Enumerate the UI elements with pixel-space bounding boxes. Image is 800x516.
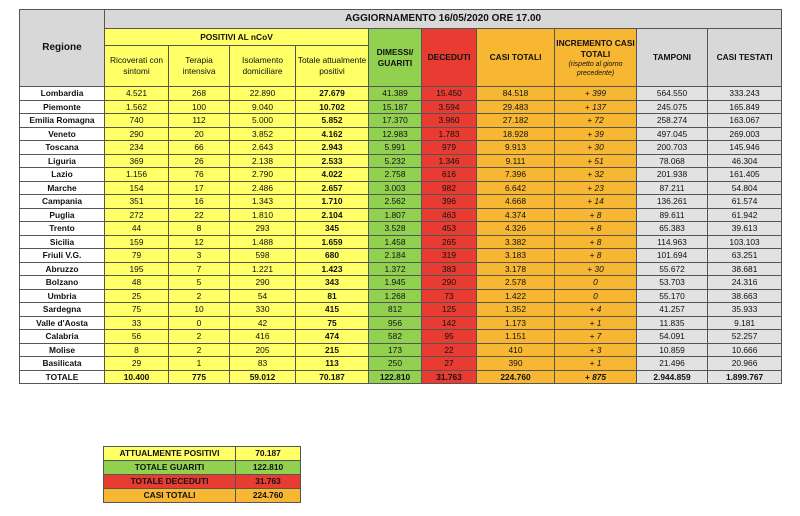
ricoverati-cell: 1.562	[105, 100, 169, 114]
region-name: Umbria	[20, 289, 105, 303]
table-row	[20, 141, 782, 155]
tamponi-header: TAMPONI	[637, 29, 708, 87]
terapia-cell: 2	[169, 330, 230, 344]
deceduti-cell: 383	[422, 262, 477, 276]
region-name: Marche	[20, 181, 105, 195]
total-dimessi-cell: 122.810	[369, 370, 422, 384]
casi-totali-cell: 29.483	[477, 100, 555, 114]
incremento-cell: + 30	[555, 141, 637, 155]
tamponi-cell: 10.859	[637, 343, 708, 357]
total-ricoverati-cell: 10.400	[105, 370, 169, 384]
totale-positivi-cell: 2.657	[296, 181, 369, 195]
dimessi-cell: 1.807	[369, 208, 422, 222]
table-row	[20, 289, 782, 303]
deceduti-cell: 265	[422, 235, 477, 249]
incremento-header	[555, 29, 637, 87]
region-name: Toscana	[20, 141, 105, 155]
casi-totali-cell: 27.182	[477, 114, 555, 128]
ricoverati-cell: 25	[105, 289, 169, 303]
totale-positivi-cell: 215	[296, 343, 369, 357]
total-incremento-cell: + 875	[555, 370, 637, 384]
dimessi-cell: 582	[369, 330, 422, 344]
table-row	[20, 114, 782, 128]
incremento-cell: + 4	[555, 303, 637, 317]
casi-testati-cell: 269.003	[708, 127, 782, 141]
region-name: Sicilia	[20, 235, 105, 249]
casi-testati-cell: 145.946	[708, 141, 782, 155]
incremento-cell: + 39	[555, 127, 637, 141]
region-name: Abruzzo	[20, 262, 105, 276]
table-row	[20, 316, 782, 330]
casi-testati-cell: 333.243	[708, 87, 782, 101]
terapia-cell: 5	[169, 276, 230, 290]
incremento-cell: + 8	[555, 208, 637, 222]
terapia-cell: 17	[169, 181, 230, 195]
ricoverati-cell: 44	[105, 222, 169, 236]
casi-totali-cell: 1.422	[477, 289, 555, 303]
isolamento-cell: 42	[230, 316, 296, 330]
tamponi-cell: 54.091	[637, 330, 708, 344]
terapia-cell: 2	[169, 343, 230, 357]
ricoverati-cell: 75	[105, 303, 169, 317]
incremento-cell: + 8	[555, 249, 637, 263]
tamponi-cell: 245.075	[637, 100, 708, 114]
ricoverati-cell: 33	[105, 316, 169, 330]
isolamento-cell: 330	[230, 303, 296, 317]
ricoverati-header: Ricoverati con sintomi	[105, 46, 169, 87]
totale-positivi-cell: 2.943	[296, 141, 369, 155]
casi-totali-cell: 1.352	[477, 303, 555, 317]
dimessi-cell: 41.389	[369, 87, 422, 101]
dimessi-cell: 5.232	[369, 154, 422, 168]
terapia-cell: 1	[169, 357, 230, 371]
isolamento-cell: 2.643	[230, 141, 296, 155]
tamponi-cell: 497.045	[637, 127, 708, 141]
deceduti-cell: 15.450	[422, 87, 477, 101]
terapia-cell: 0	[169, 316, 230, 330]
deceduti-cell: 982	[422, 181, 477, 195]
positivi-group-header: POSITIVI AL nCoV	[105, 29, 369, 46]
tamponi-cell: 201.938	[637, 168, 708, 182]
region-name: Valle d'Aosta	[20, 316, 105, 330]
casi-totali-cell: 410	[477, 343, 555, 357]
casi-totali-cell: 9.913	[477, 141, 555, 155]
dimessi-cell: 812	[369, 303, 422, 317]
incremento-cell: + 8	[555, 235, 637, 249]
region-name: Calabria	[20, 330, 105, 344]
totale-positivi-cell: 1.423	[296, 262, 369, 276]
ricoverati-cell: 8	[105, 343, 169, 357]
dimessi-cell: 1.458	[369, 235, 422, 249]
covid-regional-table	[19, 9, 782, 384]
tamponi-cell: 200.703	[637, 141, 708, 155]
casi-testati-cell: 163.067	[708, 114, 782, 128]
totale-positivi-cell: 343	[296, 276, 369, 290]
tamponi-cell: 55.170	[637, 289, 708, 303]
total-isolamento-cell: 59.012	[230, 370, 296, 384]
dimessi-cell: 2.562	[369, 195, 422, 209]
summary-row	[104, 461, 301, 475]
region-name: Molise	[20, 343, 105, 357]
deceduti-cell: 453	[422, 222, 477, 236]
deceduti-cell: 27	[422, 357, 477, 371]
dimessi-cell: 956	[369, 316, 422, 330]
terapia-cell: 112	[169, 114, 230, 128]
isolamento-cell: 9.040	[230, 100, 296, 114]
totale-positivi-cell: 2.104	[296, 208, 369, 222]
ricoverati-cell: 351	[105, 195, 169, 209]
deceduti-cell: 3.960	[422, 114, 477, 128]
region-name: Veneto	[20, 127, 105, 141]
table-row	[20, 195, 782, 209]
casi-totali-cell: 390	[477, 357, 555, 371]
terapia-cell: 268	[169, 87, 230, 101]
table-row	[20, 303, 782, 317]
table-row	[20, 235, 782, 249]
casi-totali-cell: 3.382	[477, 235, 555, 249]
isolamento-cell: 83	[230, 357, 296, 371]
dimessi-cell: 3.003	[369, 181, 422, 195]
isolamento-cell: 1.488	[230, 235, 296, 249]
summary-value: 31.763	[236, 475, 301, 489]
ricoverati-cell: 369	[105, 154, 169, 168]
tamponi-cell: 55.672	[637, 262, 708, 276]
casi-testati-cell: 46.304	[708, 154, 782, 168]
terapia-cell: 100	[169, 100, 230, 114]
deceduti-cell: 319	[422, 249, 477, 263]
region-name: Liguria	[20, 154, 105, 168]
deceduti-cell: 396	[422, 195, 477, 209]
totale-positivi-cell: 5.852	[296, 114, 369, 128]
ricoverati-cell: 290	[105, 127, 169, 141]
total-terapia-cell: 775	[169, 370, 230, 384]
dimessi-cell: 250	[369, 357, 422, 371]
casi-testati-cell: 63.251	[708, 249, 782, 263]
tamponi-cell: 87.211	[637, 181, 708, 195]
isolamento-cell: 3.852	[230, 127, 296, 141]
deceduti-cell: 125	[422, 303, 477, 317]
ricoverati-cell: 56	[105, 330, 169, 344]
casi-totali-cell: 84.518	[477, 87, 555, 101]
ricoverati-cell: 195	[105, 262, 169, 276]
terapia-header: Terapia intensiva	[169, 46, 230, 87]
deceduti-cell: 142	[422, 316, 477, 330]
terapia-cell: 8	[169, 222, 230, 236]
ricoverati-cell: 29	[105, 357, 169, 371]
isolamento-header: Isolamento domiciliare	[230, 46, 296, 87]
total-casi-totali-cell: 224.760	[477, 370, 555, 384]
casi-testati-cell: 39.613	[708, 222, 782, 236]
totale-positivi-cell: 81	[296, 289, 369, 303]
table-row	[20, 222, 782, 236]
region-name: Basilicata	[20, 357, 105, 371]
incremento-cell: + 137	[555, 100, 637, 114]
summary-value: 122.810	[236, 461, 301, 475]
ricoverati-cell: 79	[105, 249, 169, 263]
summary-label: ATTUALMENTE POSITIVI	[104, 447, 236, 461]
region-name: Lazio	[20, 168, 105, 182]
casi-testati-cell: 35.933	[708, 303, 782, 317]
casi-totali-cell: 4.374	[477, 208, 555, 222]
incremento-cell: 0	[555, 276, 637, 290]
totale-positivi-cell: 415	[296, 303, 369, 317]
isolamento-cell: 293	[230, 222, 296, 236]
deceduti-cell: 22	[422, 343, 477, 357]
total-deceduti-cell: 31.763	[422, 370, 477, 384]
incremento-cell: + 14	[555, 195, 637, 209]
casi-testati-cell: 54.804	[708, 181, 782, 195]
table-row	[20, 343, 782, 357]
ricoverati-cell: 48	[105, 276, 169, 290]
table-row	[20, 127, 782, 141]
table-row	[20, 262, 782, 276]
deceduti-cell: 1.346	[422, 154, 477, 168]
deceduti-cell: 1.783	[422, 127, 477, 141]
terapia-cell: 7	[169, 262, 230, 276]
region-name: Bolzano	[20, 276, 105, 290]
casi-testati-cell: 61.574	[708, 195, 782, 209]
incremento-note: (rispetto al giorno precedente)	[568, 60, 623, 77]
tamponi-cell: 11.835	[637, 316, 708, 330]
dimessi-header: DIMESSI/ GUARITI	[369, 29, 422, 87]
ricoverati-cell: 740	[105, 114, 169, 128]
casi-totali-cell: 3.178	[477, 262, 555, 276]
isolamento-cell: 22.890	[230, 87, 296, 101]
casi-totali-cell: 7.396	[477, 168, 555, 182]
casi-testati-cell: 165.849	[708, 100, 782, 114]
isolamento-cell: 1.343	[230, 195, 296, 209]
tamponi-cell: 53.703	[637, 276, 708, 290]
tamponi-cell: 65.383	[637, 222, 708, 236]
region-name: Lombardia	[20, 87, 105, 101]
total-region-name: TOTALE	[20, 370, 105, 384]
region-name: Sardegna	[20, 303, 105, 317]
totale-positivi-cell: 1.710	[296, 195, 369, 209]
casi-testati-cell: 24.316	[708, 276, 782, 290]
totale-positivi-cell: 113	[296, 357, 369, 371]
tamponi-cell: 41.257	[637, 303, 708, 317]
isolamento-cell: 598	[230, 249, 296, 263]
deceduti-cell: 290	[422, 276, 477, 290]
tamponi-cell: 114.963	[637, 235, 708, 249]
tamponi-cell: 258.274	[637, 114, 708, 128]
terapia-cell: 20	[169, 127, 230, 141]
terapia-cell: 10	[169, 303, 230, 317]
dimessi-cell: 2.184	[369, 249, 422, 263]
totale-positivi-cell: 4.022	[296, 168, 369, 182]
region-name: Campania	[20, 195, 105, 209]
table-row	[20, 276, 782, 290]
terapia-cell: 26	[169, 154, 230, 168]
terapia-cell: 16	[169, 195, 230, 209]
isolamento-cell: 290	[230, 276, 296, 290]
terapia-cell: 2	[169, 289, 230, 303]
casi-testati-cell: 103.103	[708, 235, 782, 249]
dimessi-cell: 5.991	[369, 141, 422, 155]
deceduti-cell: 73	[422, 289, 477, 303]
terapia-cell: 66	[169, 141, 230, 155]
table-row	[20, 357, 782, 371]
dimessi-cell: 3.528	[369, 222, 422, 236]
dimessi-cell: 1.945	[369, 276, 422, 290]
deceduti-cell: 463	[422, 208, 477, 222]
totals-row	[20, 370, 782, 384]
ricoverati-cell: 1.156	[105, 168, 169, 182]
casi-totali-cell: 1.173	[477, 316, 555, 330]
isolamento-cell: 1.221	[230, 262, 296, 276]
summary-label: TOTALE DECEDUTI	[104, 475, 236, 489]
totale-positivi-cell: 680	[296, 249, 369, 263]
table-row	[20, 100, 782, 114]
casi-totali-header: CASI TOTALI	[477, 29, 555, 87]
deceduti-cell: 616	[422, 168, 477, 182]
tamponi-cell: 564.550	[637, 87, 708, 101]
tamponi-cell: 101.694	[637, 249, 708, 263]
tamponi-cell: 78.068	[637, 154, 708, 168]
isolamento-cell: 1.810	[230, 208, 296, 222]
casi-totali-cell: 3.183	[477, 249, 555, 263]
deceduti-cell: 979	[422, 141, 477, 155]
casi-totali-cell: 18.928	[477, 127, 555, 141]
summary-value: 224.760	[236, 489, 301, 503]
casi-totali-cell: 2.578	[477, 276, 555, 290]
totale-positivi-cell: 2.533	[296, 154, 369, 168]
casi-testati-cell: 161.405	[708, 168, 782, 182]
dimessi-cell: 15.187	[369, 100, 422, 114]
casi-testati-cell: 38.681	[708, 262, 782, 276]
region-name: Friuli V.G.	[20, 249, 105, 263]
totale-positivi-cell: 474	[296, 330, 369, 344]
incremento-cell: + 32	[555, 168, 637, 182]
ricoverati-cell: 272	[105, 208, 169, 222]
dimessi-cell: 1.268	[369, 289, 422, 303]
ricoverati-cell: 4.521	[105, 87, 169, 101]
totale-positivi-cell: 27.679	[296, 87, 369, 101]
tamponi-cell: 136.261	[637, 195, 708, 209]
deceduti-cell: 3.594	[422, 100, 477, 114]
incremento-cell: + 7	[555, 330, 637, 344]
table-row	[20, 168, 782, 182]
casi-testati-cell: 9.181	[708, 316, 782, 330]
incremento-cell: + 1	[555, 357, 637, 371]
dimessi-cell: 173	[369, 343, 422, 357]
total-casi-testati-cell: 1.899.767	[708, 370, 782, 384]
tamponi-cell: 89.611	[637, 208, 708, 222]
summary-label: CASI TOTALI	[104, 489, 236, 503]
summary-row	[104, 489, 301, 503]
isolamento-cell: 2.790	[230, 168, 296, 182]
table-row	[20, 249, 782, 263]
casi-totali-cell: 6.642	[477, 181, 555, 195]
casi-testati-cell: 20.966	[708, 357, 782, 371]
casi-testati-cell: 61.942	[708, 208, 782, 222]
summary-row	[104, 475, 301, 489]
totale-positivi-cell: 75	[296, 316, 369, 330]
casi-totali-cell: 1.151	[477, 330, 555, 344]
terapia-cell: 76	[169, 168, 230, 182]
region-name: Piemonte	[20, 100, 105, 114]
deceduti-header: DECEDUTI	[422, 29, 477, 87]
incremento-cell: + 3	[555, 343, 637, 357]
ricoverati-cell: 154	[105, 181, 169, 195]
incremento-cell: + 8	[555, 222, 637, 236]
table-row	[20, 330, 782, 344]
isolamento-cell: 205	[230, 343, 296, 357]
region-name: Trento	[20, 222, 105, 236]
totale-positivi-cell: 10.702	[296, 100, 369, 114]
table-row	[20, 154, 782, 168]
isolamento-cell: 2.486	[230, 181, 296, 195]
totale-positivi-header: Totale attualmente positivi	[296, 46, 369, 87]
dimessi-cell: 12.983	[369, 127, 422, 141]
region-header: Regione	[20, 10, 105, 87]
dimessi-cell: 2.758	[369, 168, 422, 182]
incremento-cell: + 1	[555, 316, 637, 330]
summary-table	[103, 446, 301, 503]
table-title: AGGIORNAMENTO 16/05/2020 ORE 17.00	[105, 10, 782, 29]
casi-testati-cell: 38.663	[708, 289, 782, 303]
incremento-cell: + 399	[555, 87, 637, 101]
table-row	[20, 87, 782, 101]
isolamento-cell: 5.000	[230, 114, 296, 128]
total-tamponi-cell: 2.944.859	[637, 370, 708, 384]
isolamento-cell: 416	[230, 330, 296, 344]
totale-positivi-cell: 4.162	[296, 127, 369, 141]
summary-label: TOTALE GUARITI	[104, 461, 236, 475]
deceduti-cell: 95	[422, 330, 477, 344]
incremento-cell: 0	[555, 289, 637, 303]
total-totale-positivi-cell: 70.187	[296, 370, 369, 384]
isolamento-cell: 54	[230, 289, 296, 303]
terapia-cell: 12	[169, 235, 230, 249]
region-name: Puglia	[20, 208, 105, 222]
ricoverati-cell: 159	[105, 235, 169, 249]
ricoverati-cell: 234	[105, 141, 169, 155]
region-name: Emilia Romagna	[20, 114, 105, 128]
casi-testati-cell: 10.666	[708, 343, 782, 357]
incremento-cell: + 30	[555, 262, 637, 276]
incremento-title: INCREMENTO CASI TOTALI	[556, 37, 635, 59]
tamponi-cell: 21.496	[637, 357, 708, 371]
casi-totali-cell: 4.668	[477, 195, 555, 209]
incremento-cell: + 23	[555, 181, 637, 195]
terapia-cell: 3	[169, 249, 230, 263]
totale-positivi-cell: 345	[296, 222, 369, 236]
incremento-cell: + 72	[555, 114, 637, 128]
terapia-cell: 22	[169, 208, 230, 222]
summary-value: 70.187	[236, 447, 301, 461]
dimessi-cell: 17.370	[369, 114, 422, 128]
isolamento-cell: 2.138	[230, 154, 296, 168]
casi-totali-cell: 9.111	[477, 154, 555, 168]
summary-row	[104, 447, 301, 461]
casi-totali-cell: 4.326	[477, 222, 555, 236]
casi-testati-header: CASI TESTATI	[708, 29, 782, 87]
table-row	[20, 208, 782, 222]
totale-positivi-cell: 1.659	[296, 235, 369, 249]
casi-testati-cell: 52.257	[708, 330, 782, 344]
dimessi-cell: 1.372	[369, 262, 422, 276]
table-row	[20, 181, 782, 195]
incremento-cell: + 51	[555, 154, 637, 168]
